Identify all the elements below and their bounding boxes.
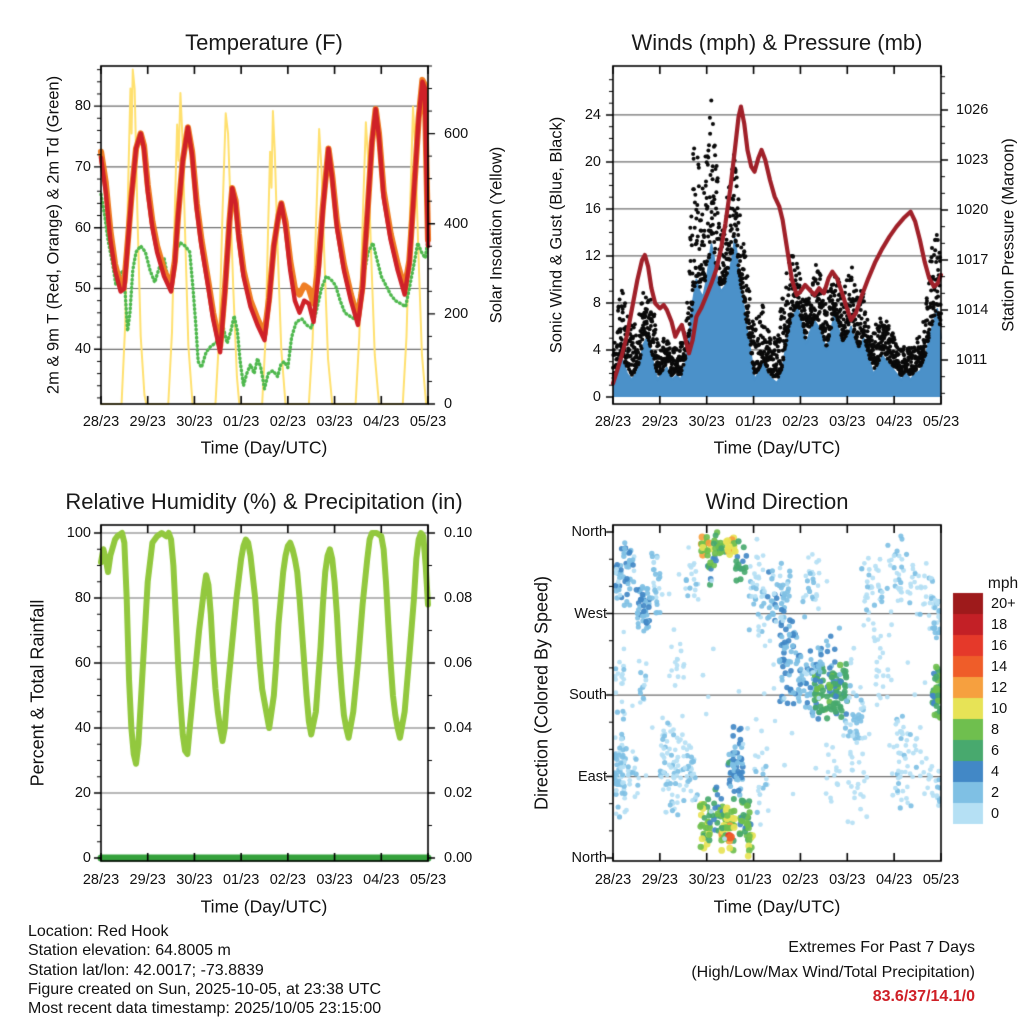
pressure-right-axis-label: Station Pressure (Maroon)	[999, 138, 1018, 332]
extremes-block	[691, 936, 975, 1010]
tick-label: 1017	[956, 251, 989, 268]
tick-label: 50	[74, 280, 91, 297]
tick-label: 40	[74, 720, 91, 736]
temperature-left-axis-label: 2m & 9m T (Red, Orange) & 2m Td (Green)	[44, 75, 63, 395]
tick-label: 0.04	[444, 720, 473, 736]
tick-label: 4	[991, 763, 1000, 780]
data-timestamp-text: Most recent data timestamp: 2025/10/05 23:15:00	[28, 1000, 382, 1018]
extremes-title: Extremes For Past 7 Days	[788, 939, 975, 956]
tick-label: 20	[74, 785, 91, 801]
temperature-chart-title: Temperature (F)	[185, 30, 343, 55]
tick-label: 03/23	[829, 414, 866, 430]
tick-label: 28/23	[594, 872, 632, 888]
tick-label: East	[577, 768, 607, 785]
tick-label: 30/23	[688, 872, 725, 888]
tick-label: 100	[66, 525, 91, 541]
figure-created-text: Figure created on Sun, 2025-10-05, at 23:38 UTC	[28, 980, 382, 998]
tick-label: 29/23	[129, 414, 166, 430]
time-axis-label-temperature: Time (Day/UTC)	[200, 437, 328, 458]
tick-label: 20	[584, 153, 601, 170]
time-axis-label-winds: Time (Day/UTC)	[713, 437, 841, 458]
tick-label: 0	[991, 805, 1000, 822]
tick-label: 14	[991, 658, 1008, 675]
time-axis-label-winddir: Time (Day/UTC)	[713, 896, 841, 917]
tick-label: 0.06	[444, 655, 473, 671]
tick-label: 30/23	[176, 872, 213, 888]
tick-label: West	[574, 605, 607, 622]
time-axis-label-humidity: Time (Day/UTC)	[200, 896, 328, 917]
tick-label: 1011	[956, 352, 988, 368]
tick-label: 2	[991, 784, 1000, 801]
tick-label: 29/23	[129, 872, 166, 888]
tick-label: 70	[74, 158, 91, 175]
tick-label: 0.02	[444, 785, 473, 801]
tick-label: 400	[444, 215, 469, 232]
tick-label: South	[569, 687, 607, 704]
colorbar-units-label: mph	[987, 575, 1019, 592]
tick-label: 6	[991, 742, 1000, 759]
tick-label: 01/23	[735, 872, 772, 888]
tick-label: 24	[584, 106, 601, 123]
tick-label: 4	[592, 341, 601, 358]
station-latlon-text: Station lat/lon: 42.0017; -73.8839	[28, 961, 264, 979]
tick-label: 04/23	[875, 414, 913, 430]
tick-label: 05/23	[409, 872, 447, 888]
tick-label: 0.08	[444, 590, 473, 606]
tick-label: 1014	[956, 301, 989, 318]
tick-label: 02/23	[269, 872, 306, 888]
tick-label: 04/23	[363, 872, 400, 888]
tick-label: 1026	[956, 101, 989, 118]
tick-label: 40	[74, 341, 91, 358]
tick-label: 30/23	[688, 414, 725, 430]
tick-label: 16	[991, 637, 1008, 654]
extremes-values: 83.6/37/14.1/0	[872, 988, 975, 1006]
tick-label: 03/23	[829, 872, 866, 888]
tick-label: 16	[584, 200, 601, 217]
tick-label: 02/23	[782, 872, 819, 888]
tick-label: 1023	[956, 151, 989, 168]
tick-label: 05/23	[922, 414, 960, 430]
tick-label: 8	[991, 721, 1000, 738]
tick-label: 04/23	[363, 414, 400, 430]
tick-label: 05/23	[922, 872, 960, 888]
tick-label: 01/23	[222, 414, 260, 430]
tick-label: 0	[592, 388, 601, 405]
tick-label: 8	[592, 294, 601, 311]
winds-pressure-chart-title: Winds (mph) & Pressure (mb)	[631, 30, 923, 55]
tick-label: 05/23	[409, 414, 447, 430]
tick-label: 12	[584, 247, 601, 264]
tick-label: 20+	[991, 595, 1016, 612]
tick-label: 04/23	[875, 872, 913, 888]
tick-label: 01/23	[735, 414, 772, 430]
tick-label: 1020	[956, 201, 989, 218]
tick-label: 01/23	[222, 872, 260, 888]
tick-label: 60	[74, 219, 91, 236]
humidity-left-axis-label: Percent & Total Rainfall	[27, 599, 48, 787]
tick-label: 80	[74, 590, 91, 606]
extremes-subtitle: (High/Low/Max Wind/Total Precipitation)	[691, 963, 975, 981]
wind-direction-chart-title: Wind Direction	[705, 489, 849, 514]
tick-label: 0	[82, 850, 91, 866]
tick-label: 28/23	[82, 414, 120, 430]
tick-label: 28/23	[594, 414, 632, 430]
tick-label: 03/23	[316, 872, 353, 888]
winddir-left-axis-label: Direction (Colored By Speed)	[531, 575, 552, 811]
tick-label: 30/23	[176, 414, 213, 430]
tick-label: 0.10	[444, 525, 473, 541]
tick-label: 03/23	[316, 414, 353, 430]
tick-label: 60	[74, 655, 91, 671]
tick-label: 10	[991, 700, 1008, 717]
wind-left-axis-label: Sonic Wind & Gust (Blue, Black)	[547, 116, 566, 354]
tick-label: 600	[444, 125, 469, 142]
tick-label: 29/23	[641, 414, 678, 430]
tick-label: 0.00	[444, 850, 473, 866]
tick-label: 02/23	[782, 414, 819, 430]
tick-label: North	[571, 524, 607, 541]
station-elevation-text: Station elevation: 64.8005 m	[28, 942, 231, 960]
tick-label: North	[571, 850, 607, 866]
humidity-precip-chart-title: Relative Humidity (%) & Precipitation (in)	[65, 489, 463, 514]
tick-label: 29/23	[641, 872, 678, 888]
tick-label: 18	[991, 616, 1008, 633]
station-info	[28, 922, 381, 1018]
station-location-text: Location: Red Hook	[28, 923, 169, 940]
tick-label: 12	[991, 679, 1008, 696]
tick-label: 200	[444, 305, 469, 322]
tick-label: 28/23	[82, 872, 120, 888]
solar-right-axis-label: Solar Insolation (Yellow)	[487, 146, 506, 324]
tick-label: 02/23	[269, 414, 306, 430]
tick-label: 80	[74, 98, 91, 115]
tick-label: 0	[444, 396, 453, 412]
